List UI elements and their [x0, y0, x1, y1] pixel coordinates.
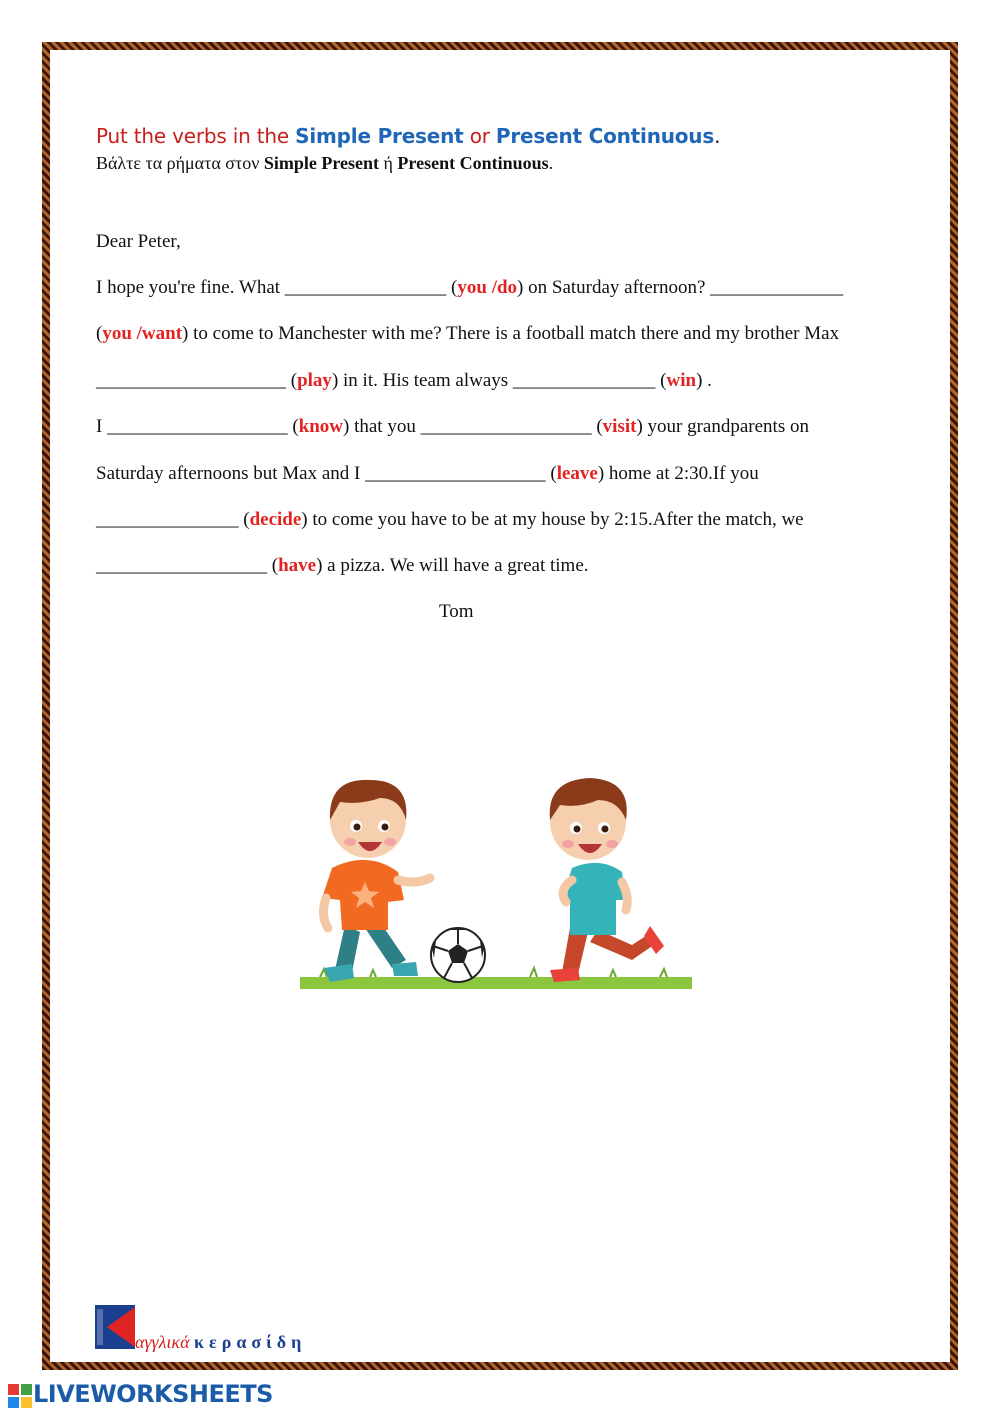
letter-line-7 — [96, 555, 589, 577]
logo-text-part1: αγγλικά — [135, 1332, 190, 1352]
football-ball — [431, 928, 485, 982]
letter-line-4 — [96, 416, 809, 438]
title-tense-continuous: Present Continuous — [495, 124, 715, 148]
liveworksheets-watermark: LIVEWORKSHEETS — [33, 1380, 273, 1408]
line-text: ) on Saturday afternoon? ______________ — [517, 277, 844, 298]
subtitle-tense-simple: Simple Present — [263, 153, 379, 173]
title-period: . — [714, 124, 721, 148]
line-text: ) a pizza. We will have a great time. — [316, 555, 589, 576]
line-text: ) to come to Manchester with me? There is a football match there and my brother Max — [182, 323, 840, 344]
line-text: _______________ ( — [96, 509, 250, 530]
line-text: ) your grandparents on — [636, 416, 809, 437]
letter-greeting: Dear Peter, — [96, 231, 181, 252]
letter-line-1 — [96, 277, 843, 299]
line-text: __________________ ( — [96, 555, 279, 576]
verb-hint: have — [278, 555, 317, 576]
subtitle-text-or: ή — [379, 153, 398, 173]
line-text: ) in it. His team always _______________ ( — [331, 370, 667, 391]
verb-hint: win — [666, 370, 697, 391]
subtitle-tense-continuous: Present Continuous — [397, 153, 549, 173]
boy-orange-shirt — [322, 780, 430, 982]
title-text-or: or — [463, 124, 496, 148]
verb-hint: know — [298, 416, 344, 437]
liveworksheets-logo-icon — [8, 1384, 32, 1408]
letter-signature: Tom — [439, 601, 474, 622]
subtitle-text: Βάλτε τα ρήματα στον — [96, 153, 264, 173]
boy-teal-shirt — [550, 778, 664, 982]
line-text: ) . — [696, 370, 712, 391]
line-text: ) home at 2:30.If you — [597, 463, 759, 484]
kids-football-illustration — [280, 750, 700, 995]
line-text: ( — [96, 323, 103, 344]
title-tense-simple: Simple Present — [295, 124, 464, 148]
letter-line-2 — [96, 323, 839, 345]
line-text: Saturday afternoons but Max and I ___________________ ( — [96, 463, 557, 484]
letter-line-6 — [96, 509, 804, 531]
letter-line-3 — [96, 370, 712, 392]
instruction-title — [96, 124, 720, 148]
logo-text-part2: κερασίδη — [194, 1332, 307, 1352]
letter-line-5 — [96, 463, 759, 485]
line-text: I ___________________ ( — [96, 416, 299, 437]
verb-hint: play — [297, 370, 332, 391]
instruction-subtitle-greek — [96, 153, 553, 174]
line-text: ) to come you have to be at my house by 2:15.After the match, we — [301, 509, 804, 530]
verb-hint: leave — [556, 463, 598, 484]
line-text: ____________________ ( — [96, 370, 298, 391]
verb-hint: you /want — [102, 323, 183, 344]
title-text: Put the verbs in the — [96, 124, 296, 148]
subtitle-period: . — [548, 153, 554, 173]
grass — [300, 977, 692, 989]
verb-hint: decide — [249, 509, 302, 530]
line-text: I hope you're fine. What _________________ ( — [96, 277, 458, 298]
logo-text — [135, 1332, 306, 1353]
verb-hint: you /do — [457, 277, 518, 298]
line-text: ) that you __________________ ( — [343, 416, 603, 437]
verb-hint: visit — [602, 416, 637, 437]
